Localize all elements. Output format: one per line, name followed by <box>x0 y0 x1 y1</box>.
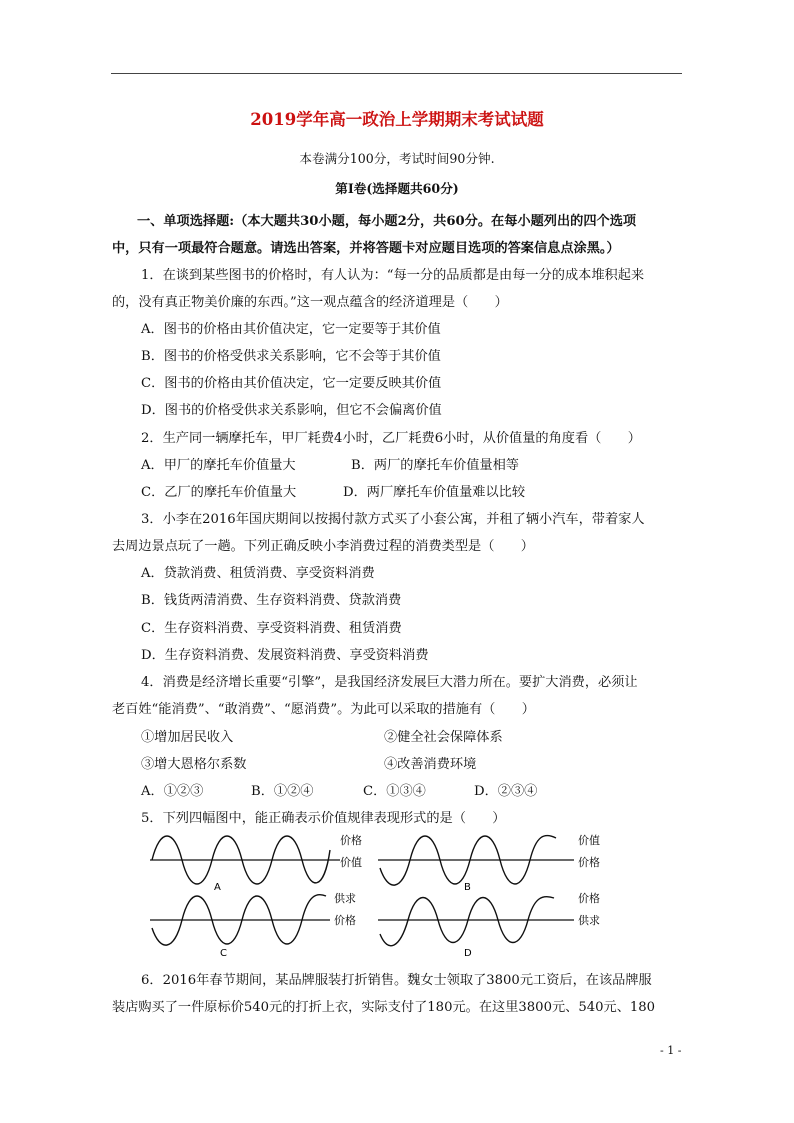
exam-info: 本卷满分100分，考试时间90分钟. <box>299 151 495 166</box>
q5-stem: 5．下列四幅图中，能正确表示价值规律表现形式的是（ ） <box>141 811 506 826</box>
q1-option-a: A．图书的价格由其价值决定，它一定要等于其价值 <box>141 322 441 337</box>
q1-option-d: D．图书的价格受供求关系影响，但它不会偏离价值 <box>141 403 442 418</box>
figure-d <box>378 891 600 959</box>
q2-option-c: C．乙厂的摩托车价值量大 <box>141 485 297 500</box>
q4-stem-line-2: 老百姓“能消费”、“敢消费”、“愿消费”。为此可以采取的措施有（ ） <box>112 702 535 717</box>
q6-stem-line-1: 6．2016年春节期间，某品牌服装打折销售。魏女士领取了3800元工资后，在该品牌服 <box>141 973 652 988</box>
figure-d-letter: D <box>464 948 472 959</box>
q3-option-a: A．贷款消费、租赁消费、享受资料消费 <box>141 566 375 581</box>
figure-a-letter: A <box>214 882 221 893</box>
section-heading: 第Ⅰ卷(选择题共60分) <box>335 181 459 196</box>
q4-option-d: D．②③④ <box>474 784 538 799</box>
figure-b-letter: B <box>464 882 471 893</box>
q2-stem: 2．生产同一辆摩托车，甲厂耗费4小时，乙厂耗费6小时，从价值量的角度看（ ） <box>141 431 641 446</box>
figure-c-bottom-label: 价格 <box>334 914 356 927</box>
q3-option-b: B．钱货两清消费、生存资料消费、贷款消费 <box>141 593 402 608</box>
q3-option-d: D．生存资料消费、发展资料消费、享受资料消费 <box>141 648 429 663</box>
q4-item-3: ③增大恩格尔系数 <box>141 757 247 772</box>
figure-a <box>150 833 362 893</box>
q1-stem-line-1: 1．在谈到某些图书的价格时，有人认为：“每一分的品质都是由每一分的成本堆积起来 <box>141 268 645 283</box>
q3-stem-line-1: 3．小李在2016年国庆期间以按揭付款方式买了小套公寓，并租了辆小汽车，带着家人 <box>141 512 645 527</box>
q4-option-c: C．①③④ <box>363 784 426 799</box>
q1-option-c: C．图书的价格由其价值决定，它一定要反映其价值 <box>141 376 442 391</box>
page-title: 2019学年高一政治上学期期末考试试题 <box>250 110 544 129</box>
q4-stem-line-1: 4．消费是经济增长重要“引擎”，是我国经济发展巨大潜力所在。要扩大消费，必须让 <box>141 675 638 690</box>
q4-item-2: ②健全社会保障体系 <box>384 730 503 745</box>
q2-option-b: B．两厂的摩托车价值量相等 <box>351 458 519 473</box>
q1-option-b: B．图书的价格受供求关系影响，它不会等于其价值 <box>141 349 441 364</box>
figure-b-bottom-label: 价格 <box>578 856 600 869</box>
instructions-line-2: 中，只有一项最符合题意。请选出答案，并将答题卡对应题目选项的答案信息点涂黑。） <box>112 241 620 256</box>
figure-a-bottom-label: 价值 <box>340 856 362 869</box>
q3-option-c: C．生存资料消费、享受资料消费、租赁消费 <box>141 621 402 636</box>
q4-option-a: A．①②③ <box>141 784 204 799</box>
figure-c <box>150 891 356 959</box>
q2-option-a: A．甲厂的摩托车价值量大 <box>141 458 296 473</box>
figure-b <box>378 833 600 893</box>
q2-option-d: D．两厂摩托车价值量难以比较 <box>343 485 526 500</box>
instructions-line-1: 一、单项选择题:（本大题共30小题，每小题2分，共60分。在每小题列出的四个选项 <box>137 214 637 229</box>
figure-c-top-label: 供求 <box>334 892 356 905</box>
q4-item-4: ④改善消费环境 <box>384 757 477 772</box>
q1-stem-line-2: 的，没有真正物美价廉的东西。”这一观点蕴含的经济道理是（ ） <box>112 295 508 310</box>
page-number: - 1 - <box>660 1044 682 1057</box>
figure-d-top-label: 价格 <box>578 892 600 905</box>
figure-a-top-label: 价格 <box>340 834 362 847</box>
header-rule <box>111 73 682 74</box>
figure-c-letter: C <box>220 948 227 959</box>
q4-item-1: ①增加居民收入 <box>141 730 234 745</box>
q5-figures <box>140 828 620 962</box>
q6-stem-line-2: 装店购买了一件原标价540元的打折上衣，实际支付了180元。在这里3800元、540元、180 <box>112 1000 656 1015</box>
q4-option-b: B．①②④ <box>251 784 314 799</box>
figure-d-bottom-label: 供求 <box>578 914 600 927</box>
q3-stem-line-2: 去周边景点玩了一趟。下列正确反映小李消费过程的消费类型是（ ） <box>112 539 534 554</box>
figure-b-top-label: 价值 <box>578 834 600 847</box>
